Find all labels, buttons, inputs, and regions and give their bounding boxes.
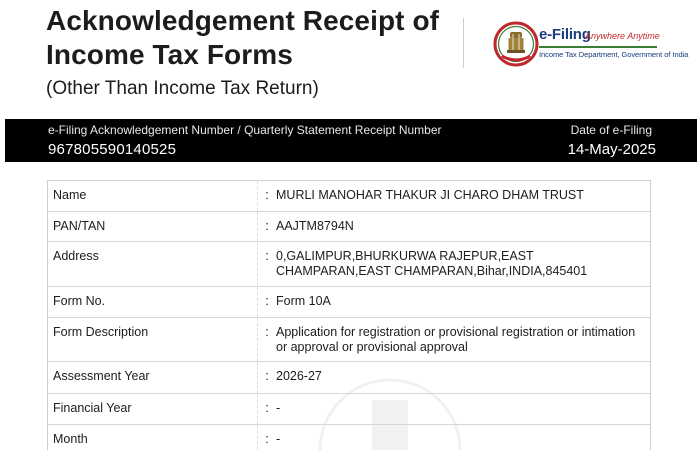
financial-year-value: - [276,401,281,415]
separator: : [265,401,269,415]
table-row [48,318,650,362]
separator: : [265,219,269,233]
separator: : [265,369,269,383]
separator: : [265,325,269,339]
name-value: MURLI MANOHAR THAKUR JI CHARO DHAM TRUST [276,188,584,202]
receipt-title-line-2: Income Tax Forms [46,39,293,70]
separator: : [265,432,269,446]
table-row [48,425,650,450]
separator: : [265,249,269,263]
form-no-value: Form 10A [276,294,331,308]
month-label: Month [48,425,258,450]
assessment-year-label: Assessment Year [48,362,258,393]
month-value: - [276,432,281,446]
table-row [48,181,650,212]
address-label: Address [48,242,258,286]
ack-number-label: e-Filing Acknowledgement Number / Quarterly Statement Receipt Number [48,123,442,137]
address-value: 0,GALIMPUR,BHURKURWA RAJEPUR,EAST CHAMPARAN,EAST CHAMPARAN,Bihar,INDIA,845401 [276,249,588,278]
form-no-label: Form No. [48,287,258,317]
logo-rule [539,46,657,48]
form-description-label: Form Description [48,318,258,361]
table-row [48,287,650,318]
logo-department: Income Tax Department, Government of India [539,50,689,59]
efiling-logo [463,12,689,74]
receipt-subtitle: (Other Than Income Tax Return) [46,78,319,99]
receipt-title-block [46,4,439,101]
logo-divider [463,18,464,68]
receipt-details-table [47,180,651,450]
separator: : [265,188,269,202]
form-description-value: Application for registration or provisional registration or intimation or approval or provisional approval [276,325,636,354]
ack-number-value: 967805590140525 [48,141,177,158]
acknowledgement-bar [5,119,697,162]
table-row [48,212,650,242]
filing-date-value: 14-May-2025 [567,141,656,158]
logo-tagline: Anywhere Anytime [585,31,660,41]
pan-tan-label: PAN/TAN [48,212,258,241]
separator: : [265,294,269,308]
financial-year-label: Financial Year [48,394,258,424]
table-row [48,394,650,425]
receipt-title-line-1: Acknowledgement Receipt of [46,5,440,36]
filing-date-label: Date of e-Filing [570,123,652,137]
table-row [48,362,650,394]
pan-tan-value: AAJTM8794N [276,219,354,233]
national-emblem-icon [493,20,539,68]
table-row [48,242,650,287]
name-label: Name [48,181,258,211]
logo-brand-text: e-Filing [539,26,591,43]
assessment-year-value: 2026-27 [276,369,322,383]
